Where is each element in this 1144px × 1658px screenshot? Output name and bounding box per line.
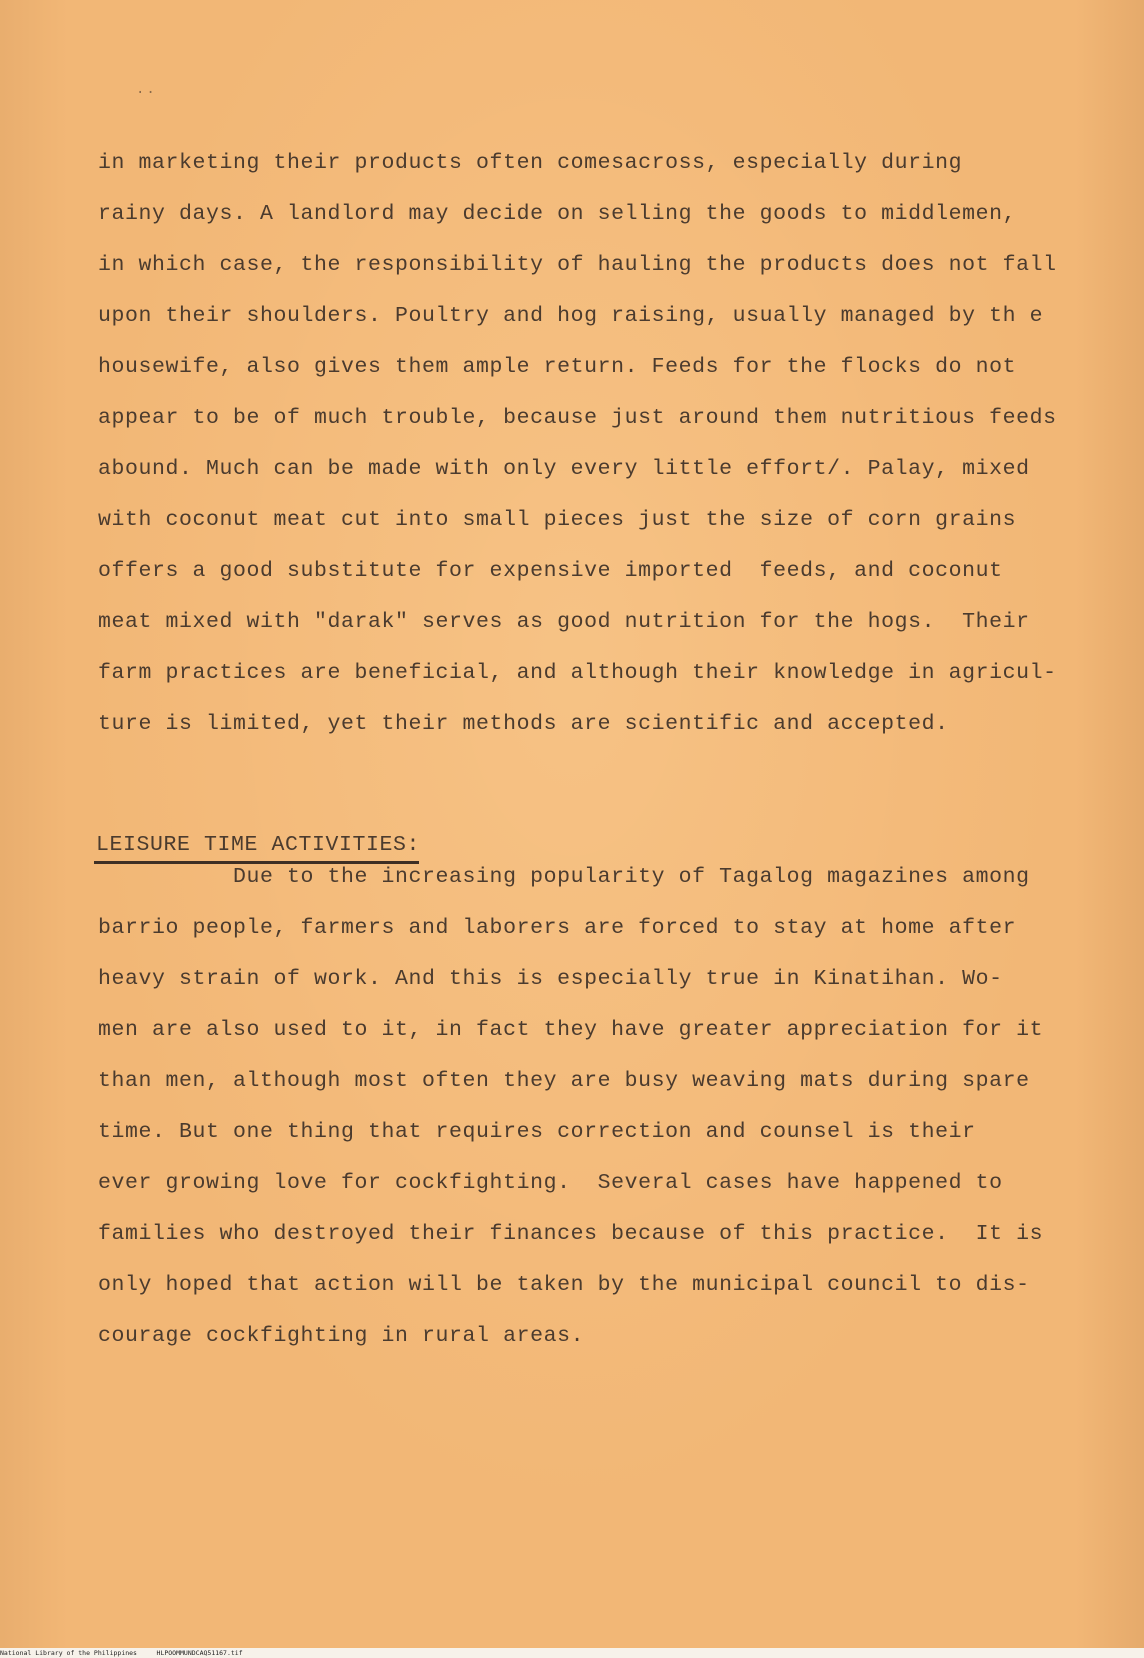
text-line: in which case, the responsibility of hauling the products does not fall: [98, 253, 1057, 277]
text-line: heavy strain of work. And this is especially true in Kinatihan. Wo-: [98, 967, 1003, 991]
text-line: abound. Much can be made with only every little effort/. Palay, mixed: [98, 457, 1030, 481]
text-line: only hoped that action will be taken by the municipal council to dis-: [98, 1273, 1030, 1297]
text-line: ture is limited, yet their methods are scientific and accepted.: [98, 712, 949, 736]
text-line: Due to the increasing popularity of Tagalog magazines among: [98, 865, 1030, 889]
text-line: than men, although most often they are busy weaving mats during spare: [98, 1069, 1030, 1093]
scan-footer: National Library of the Philippines HLPOOMMUNDCAQ51167.tif: [0, 1648, 1144, 1658]
text-line: men are also used to it, in fact they have greater appreciation for it: [98, 1018, 1044, 1042]
text-line: rainy days. A landlord may decide on selling the goods to middlemen,: [98, 202, 1017, 226]
text-line: appear to be of much trouble, because just around them nutritious feeds: [98, 406, 1057, 430]
text-line: meat mixed with "darak" serves as good nutrition for the hogs. Their: [98, 610, 1030, 634]
text-line: families who destroyed their finances because of this practice. It is: [98, 1222, 1044, 1246]
text-line: upon their shoulders. Poultry and hog raising, usually managed by th e: [98, 304, 1044, 328]
text-line: offers a good substitute for expensive imported feeds, and coconut: [98, 559, 1003, 583]
text-line: barrio people, farmers and laborers are forced to stay at home after: [98, 916, 1017, 940]
text-line: time. But one thing that requires correction and counsel is their: [98, 1120, 976, 1144]
text-line: courage cockfighting in rural areas.: [98, 1324, 585, 1348]
text-line: farm practices are beneficial, and although their knowledge in agricul-: [98, 661, 1057, 685]
section-heading: LEISURE TIME ACTIVITIES:: [96, 833, 421, 857]
stray-mark: ..: [136, 82, 157, 98]
text-line: with coconut meat cut into small pieces just the size of corn grains: [98, 508, 1017, 532]
text-line: housewife, also gives them ample return. Feeds for the flocks do not: [98, 355, 1017, 379]
text-line: ever growing love for cockfighting. Several cases have happened to: [98, 1171, 1003, 1195]
text-line: in marketing their products often comesacross, especially during: [98, 151, 963, 175]
